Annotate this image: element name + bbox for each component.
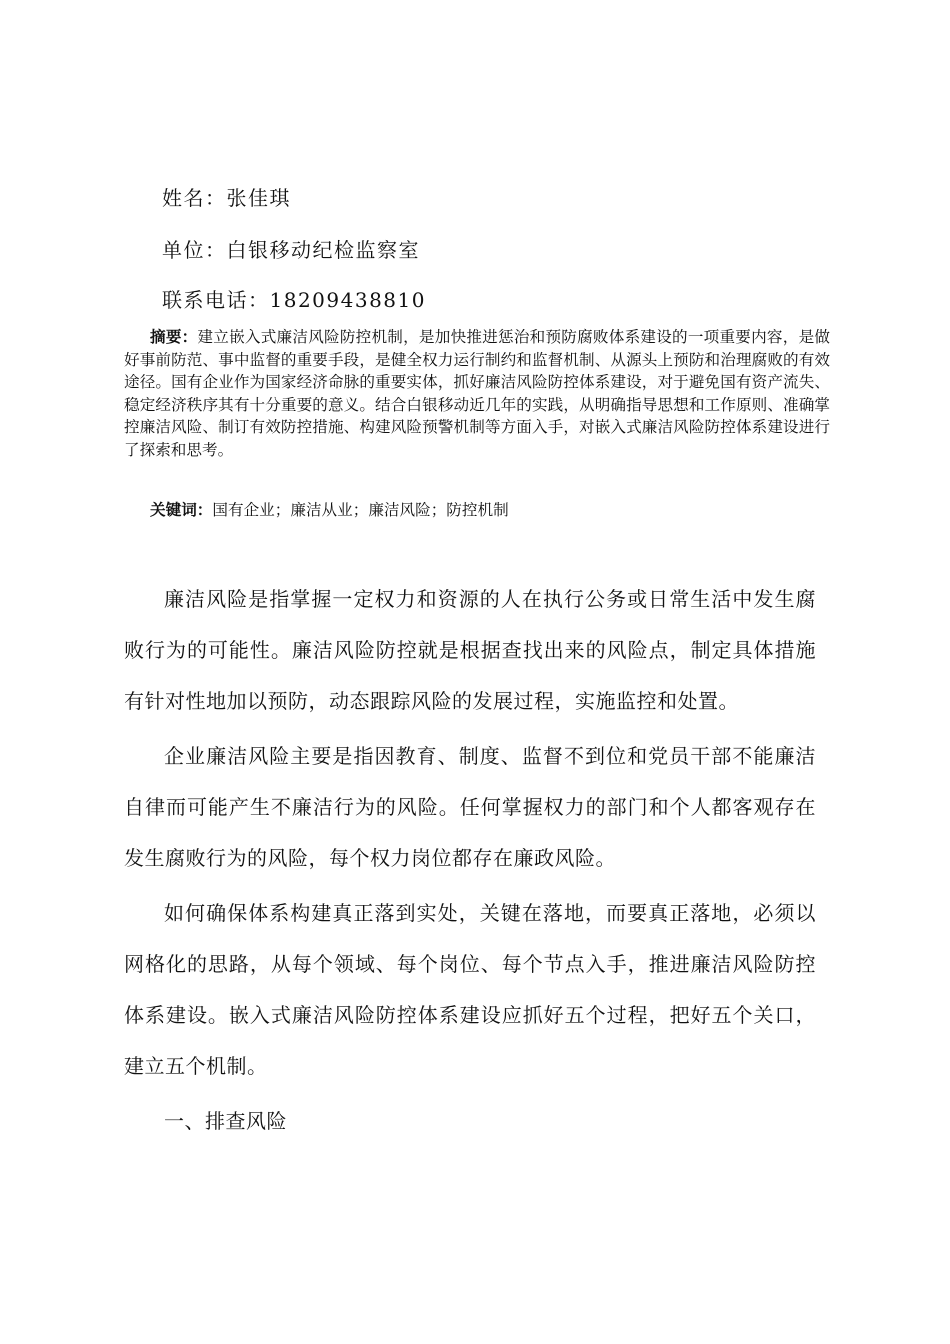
author-unit-line [162, 238, 420, 262]
abstract-label: 摘要： [150, 328, 198, 346]
author-unit: 白银移动纪检监察室 [226, 238, 420, 262]
keywords-label: 关键词： [150, 501, 213, 519]
abstract-text: 建立嵌入式廉洁风险防控机制，是加快推进惩治和预防腐败体系建设的一项重要内容，是做好事前防范、事中监督的重要手段，是健全权力运行制约和监督机制、从源头上预防和治理腐败的有效途径。国有企业作为国家经济命脉的重要实体，抓好廉洁风险防控体系建设，对于避免国有资产流失、稳定经济秩序其有十分重要的意义。结合白银移动近几年的实践，从明确指导思想和工作原则、准确掌控廉洁风险、制订有效防控措施、构建风险预警机制等方面入手，对嵌入式廉洁风险防控体系建设进行了探索和思考。 [124, 328, 830, 459]
section-heading: 一、排查风险 [164, 1109, 287, 1133]
author-name: 张佳琪 [226, 186, 291, 210]
name-label: 姓名： [162, 186, 227, 210]
body-paragraph: 廉洁风险是指掌握一定权力和资源的人在执行公务或日常生活中发生腐败行为的可能性。廉洁风险防控就是根据查找出来的风险点，制定具体措施有针对性地加以预防，动态跟踪风险的发展过程，实施监控和处置。 [124, 587, 816, 713]
abstract [124, 326, 830, 461]
keywords-text: 国有企业；廉洁从业；廉洁风险；防控机制 [212, 501, 509, 519]
author-phone-line [162, 288, 426, 312]
author-name-line [162, 186, 291, 210]
body-paragraph: 如何确保体系构建真正落到实处，关键在落地，而要真正落地，必须以网格化的思路，从每个领域、每个岗位、每个节点入手，推进廉洁风险防控体系建设。嵌入式廉洁风险防控体系建设应抓好五个过程，把好五个关口，建立五个机制。 [124, 901, 816, 1078]
keywords [124, 499, 830, 522]
body-paragraph: 企业廉洁风险主要是指因教育、制度、监督不到位和党员干部不能廉洁自律而可能产生不廉洁行为的风险。任何掌握权力的部门和个人都客观存在发生腐败行为的风险，每个权力岗位都存在廉政风险。 [124, 744, 816, 870]
body-text [124, 574, 816, 1151]
author-phone: 18209438810 [269, 288, 426, 312]
phone-label: 联系电话： [162, 288, 270, 312]
unit-label: 单位： [162, 238, 227, 262]
